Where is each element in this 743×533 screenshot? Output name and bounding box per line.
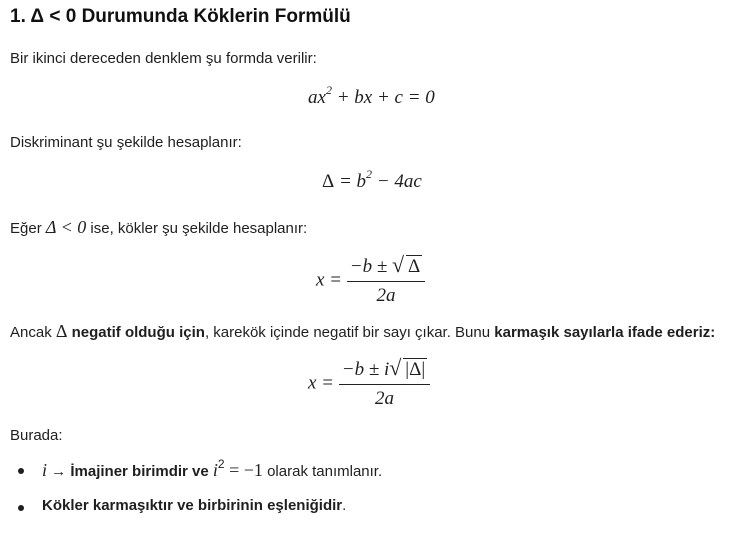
cond-math: Δ < 0 (45, 217, 87, 237)
eq4-num-pre: −b ± i (341, 359, 390, 380)
ancak-text (10, 321, 715, 342)
bullet1-rest: olarak tanımlanır. (262, 463, 383, 480)
complex-root-formula (308, 355, 430, 410)
bullet2-bold: Kökler karmaşıktır ve birbirinin eşleniğidir (42, 497, 343, 514)
eq3-lhs: x = (316, 269, 343, 291)
bullet1-exp: 2 (217, 457, 225, 471)
quadratic-equation (308, 82, 435, 109)
eq4-radicand: |Δ| (405, 359, 426, 380)
list-item (42, 457, 383, 481)
bullet-dot (18, 505, 24, 511)
discriminant-equation (322, 166, 422, 193)
eq2-delta: Δ (322, 171, 335, 192)
eq1-lhs: ax (308, 87, 326, 108)
intro-text: Bir ikinci dereceden denklem şu formda verilir: (10, 50, 317, 67)
eq2-eq: = b (334, 171, 367, 192)
ancak-pre: Ancak (10, 324, 56, 341)
complex-denominator: 2a (374, 388, 394, 409)
root-formula (316, 252, 425, 307)
cond-post: ise, kökler şu şekilde hesaplanır: (86, 220, 308, 237)
eq2-rest: − 4ac (372, 171, 422, 192)
eq3-radicand: Δ (408, 256, 421, 277)
bullet1-math: i (42, 460, 48, 480)
fraction-numerator (347, 252, 425, 282)
eq1-exp: 2 (325, 82, 332, 97)
list-item (42, 497, 346, 514)
discriminant-text: Diskriminant şu şekilde hesaplanır: (10, 134, 242, 151)
cond-pre: Eğer (10, 220, 46, 237)
bullet1-bold: → İmajiner birimdir ve (47, 463, 213, 480)
fraction-denominator: 2a (376, 285, 396, 306)
eq2-exp: 2 (366, 166, 373, 181)
sqrt-symbol: √ |Δ| (389, 355, 426, 380)
bullet2-rest: . (342, 497, 347, 514)
complex-fraction (339, 355, 430, 410)
page-title: 1. Δ < 0 Durumunda Köklerin Formülü (10, 6, 351, 27)
sqrt-symbol: √ Δ (392, 252, 421, 277)
bullet1-math3: = −1 (224, 460, 263, 480)
root-fraction (347, 252, 425, 307)
bullet-dot (18, 468, 24, 474)
ancak-math: Δ (55, 321, 68, 341)
ancak-mid: , karekök içinde negatif bir sayı çıkar. Bunu (204, 324, 495, 341)
burada-text: Burada: (10, 427, 63, 444)
complex-numerator (339, 355, 430, 385)
eq3-num-pre: −b ± (349, 256, 393, 277)
ancak-bold2: karmaşık sayılarla ifade ederiz: (494, 324, 716, 341)
eq4-lhs: x = (308, 372, 335, 394)
eq1-rest: + bx + c = 0 (331, 87, 435, 108)
bullet1-math2: i (212, 460, 218, 480)
ancak-bold1: negatif olduğu için (67, 324, 205, 341)
condition-text (10, 217, 307, 238)
